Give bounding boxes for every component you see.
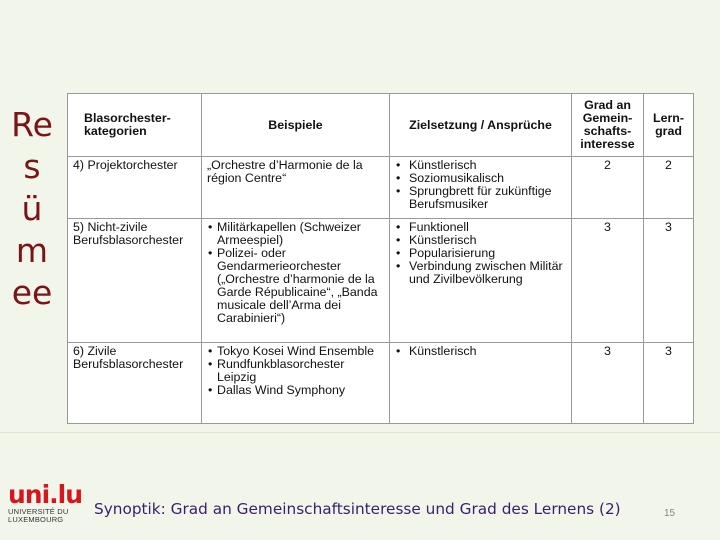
list-item: • Polizei- oder Gendarmerieorchester („Orchestre d’harmonie de la Garde Républicaine“, „Banda musicale dell’Arma dei Carabinieri“) xyxy=(207,247,384,325)
row-aims xyxy=(390,157,572,219)
row-learning: 2 xyxy=(644,157,694,219)
header-category: Blasorchester- kategorien xyxy=(68,94,202,157)
list-item: • Funktionell xyxy=(395,221,566,234)
list-item: • Soziomusikalisch xyxy=(395,172,566,185)
university-logo xyxy=(8,480,83,536)
footer-divider xyxy=(0,432,720,433)
list-item: • Dallas Wind Symphony xyxy=(207,384,384,397)
header-examples: Beispiele xyxy=(202,94,390,157)
synopsis-table-container xyxy=(67,93,693,424)
list-item: • Militärkapellen (Schweizer Armeespiel) xyxy=(207,221,384,247)
list-item: • Künstlerisch xyxy=(395,345,566,358)
list-item: • Popularisierung xyxy=(395,247,566,260)
row-category: 6) Zivile Berufsblasorchester xyxy=(68,343,202,424)
logo-mark: uni.lu xyxy=(8,480,83,509)
row-aims xyxy=(390,343,572,424)
side-title-line: ee xyxy=(11,273,53,312)
side-title-line: s xyxy=(23,147,41,186)
list-item: • Künstlerisch xyxy=(395,234,566,247)
side-title-line: Re xyxy=(11,105,53,144)
row-interest: 3 xyxy=(572,219,644,343)
row-examples xyxy=(202,343,390,424)
side-title-line: ü xyxy=(21,189,43,228)
list-item: • Rundfunkblasorchester Leipzig xyxy=(207,358,384,384)
table-row xyxy=(68,343,694,424)
list-item: • Verbindung zwischen Militär und Zivilbevölkerung xyxy=(395,260,566,286)
row-examples: „Orchestre d’Harmonie de la région Centre“ xyxy=(202,157,390,219)
table-row xyxy=(68,219,694,343)
table-row xyxy=(68,157,694,219)
list-item: • Sprungbrett für zukünftige Berufsmusiker xyxy=(395,185,566,211)
row-category: 4) Projektorchester xyxy=(68,157,202,219)
page-number: 15 xyxy=(664,508,676,519)
row-examples xyxy=(202,219,390,343)
header-aims: Zielsetzung / Ansprüche xyxy=(390,94,572,157)
slide-caption: Synoptik: Grad an Gemeinschaftsinteresse und Grad des Lernens (2) xyxy=(94,500,621,518)
synopsis-table xyxy=(67,93,694,424)
table-header-row xyxy=(68,94,694,157)
row-category: 5) Nicht-zivile Berufsblasorchester xyxy=(68,219,202,343)
logo-line-1: UNIVERSITÉ DU xyxy=(8,507,69,516)
row-interest: 3 xyxy=(572,343,644,424)
header-interest: Grad an Gemein- schafts- interesse xyxy=(572,94,644,157)
row-learning: 3 xyxy=(644,343,694,424)
side-title-line: m xyxy=(15,231,49,270)
slide-side-title xyxy=(4,104,60,314)
list-item: • Künstlerisch xyxy=(395,159,566,172)
logo-line-2: LUXEMBOURG xyxy=(8,515,64,524)
row-aims xyxy=(390,219,572,343)
header-learning: Lern- grad xyxy=(644,94,694,157)
row-learning: 3 xyxy=(644,219,694,343)
list-item: • Tokyo Kosei Wind Ensemble xyxy=(207,345,384,358)
row-interest: 2 xyxy=(572,157,644,219)
